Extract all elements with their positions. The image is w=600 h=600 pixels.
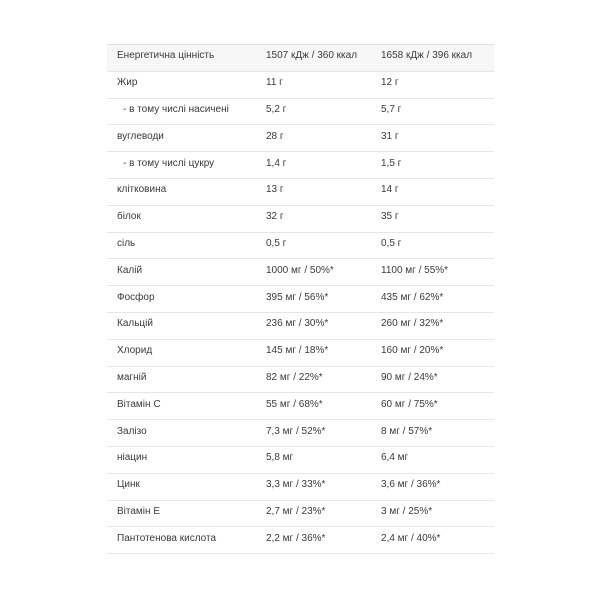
value-per-portion: 14 г [381, 184, 399, 196]
table-row [107, 152, 494, 179]
table-row [107, 340, 494, 367]
value-per-100g: 7,3 мг / 52%* [266, 425, 326, 437]
value-per-portion: 1100 мг / 55%* [381, 264, 449, 276]
value-per-portion: 90 мг / 24%* [381, 371, 438, 383]
value-per-100g: 145 мг / 18%* [266, 345, 329, 357]
nutrient-name: магній [117, 371, 147, 383]
table-row [107, 527, 494, 554]
value-per-portion: 1658 кДж / 396 ккал [381, 50, 473, 62]
value-per-portion: 8 мг / 57%* [381, 425, 433, 437]
nutrient-name: клітковина [117, 184, 167, 196]
nutrient-name: Енергетична цінність [117, 50, 215, 62]
value-per-100g: 3,3 мг / 33%* [266, 479, 326, 491]
nutrient-name: Фосфор [117, 291, 155, 303]
value-per-portion: 35 г [381, 211, 399, 223]
nutrient-name: Хлорид [117, 345, 153, 357]
nutrient-name: Вітамін С [117, 398, 161, 410]
table-row [107, 474, 494, 501]
nutrient-name: - в тому числі цукру [123, 157, 215, 169]
value-per-portion: 0,5 г [381, 237, 402, 249]
table-row [107, 206, 494, 233]
nutrient-name: білок [117, 211, 141, 223]
value-per-100g: 2,7 мг / 23%* [266, 505, 326, 517]
value-per-100g: 0,5 г [266, 237, 287, 249]
value-per-portion: 12 г [381, 77, 399, 89]
nutrient-name: ніацин [117, 452, 148, 464]
nutrient-name: Жир [117, 77, 138, 89]
value-per-100g: 1507 кДж / 360 ккал [266, 50, 358, 62]
nutrient-name: сіль [117, 237, 136, 249]
value-per-100g: 2,2 мг / 36%* [266, 532, 326, 544]
value-per-100g: 55 мг / 68%* [266, 398, 323, 410]
value-per-portion: 160 мг / 20%* [381, 345, 444, 357]
table-row [107, 501, 494, 528]
table-row [107, 45, 494, 72]
table-row [107, 259, 494, 286]
nutrient-name: - в тому числі насичені [123, 103, 229, 115]
value-per-portion: 2,4 мг / 40%* [381, 532, 441, 544]
value-per-100g: 236 мг / 30%* [266, 318, 329, 330]
table-row [107, 393, 494, 420]
nutrient-name: Вітамін Е [117, 505, 160, 517]
nutrient-name: Калій [117, 264, 143, 276]
value-per-100g: 5,8 мг [266, 452, 294, 464]
value-per-100g: 1000 мг / 50%* [266, 264, 334, 276]
value-per-100g: 32 г [266, 211, 284, 223]
value-per-portion: 1,5 г [381, 157, 402, 169]
table-row [107, 233, 494, 260]
value-per-portion: 3 мг / 25%* [381, 505, 433, 517]
table-row [107, 447, 494, 474]
value-per-100g: 28 г [266, 130, 284, 142]
table-row [107, 367, 494, 394]
table-row [107, 420, 494, 447]
value-per-portion: 5,7 г [381, 103, 402, 115]
value-per-100g: 82 мг / 22%* [266, 371, 323, 383]
value-per-portion: 260 мг / 32%* [381, 318, 444, 330]
nutrient-name: Залізо [117, 425, 147, 437]
nutrition-table [107, 44, 494, 554]
nutrient-name: вуглеводи [117, 130, 164, 142]
nutrient-name: Цинк [117, 479, 140, 491]
value-per-100g: 11 г [266, 77, 283, 89]
value-per-100g: 5,2 г [266, 103, 287, 115]
table-row [107, 313, 494, 340]
nutrient-name: Пантотенова кислота [117, 532, 217, 544]
value-per-portion: 31 г [381, 130, 399, 142]
value-per-100g: 13 г [266, 184, 284, 196]
table-row [107, 72, 494, 99]
table-row [107, 179, 494, 206]
nutrient-name: Кальцій [117, 318, 153, 330]
table-row [107, 286, 494, 313]
value-per-portion: 6,4 мг [381, 452, 409, 464]
value-per-100g: 1,4 г [266, 157, 287, 169]
table-row [107, 125, 494, 152]
value-per-portion: 60 мг / 75%* [381, 398, 438, 410]
value-per-100g: 395 мг / 56%* [266, 291, 329, 303]
value-per-portion: 435 мг / 62%* [381, 291, 444, 303]
table-row [107, 99, 494, 126]
value-per-portion: 3,6 мг / 36%* [381, 479, 441, 491]
